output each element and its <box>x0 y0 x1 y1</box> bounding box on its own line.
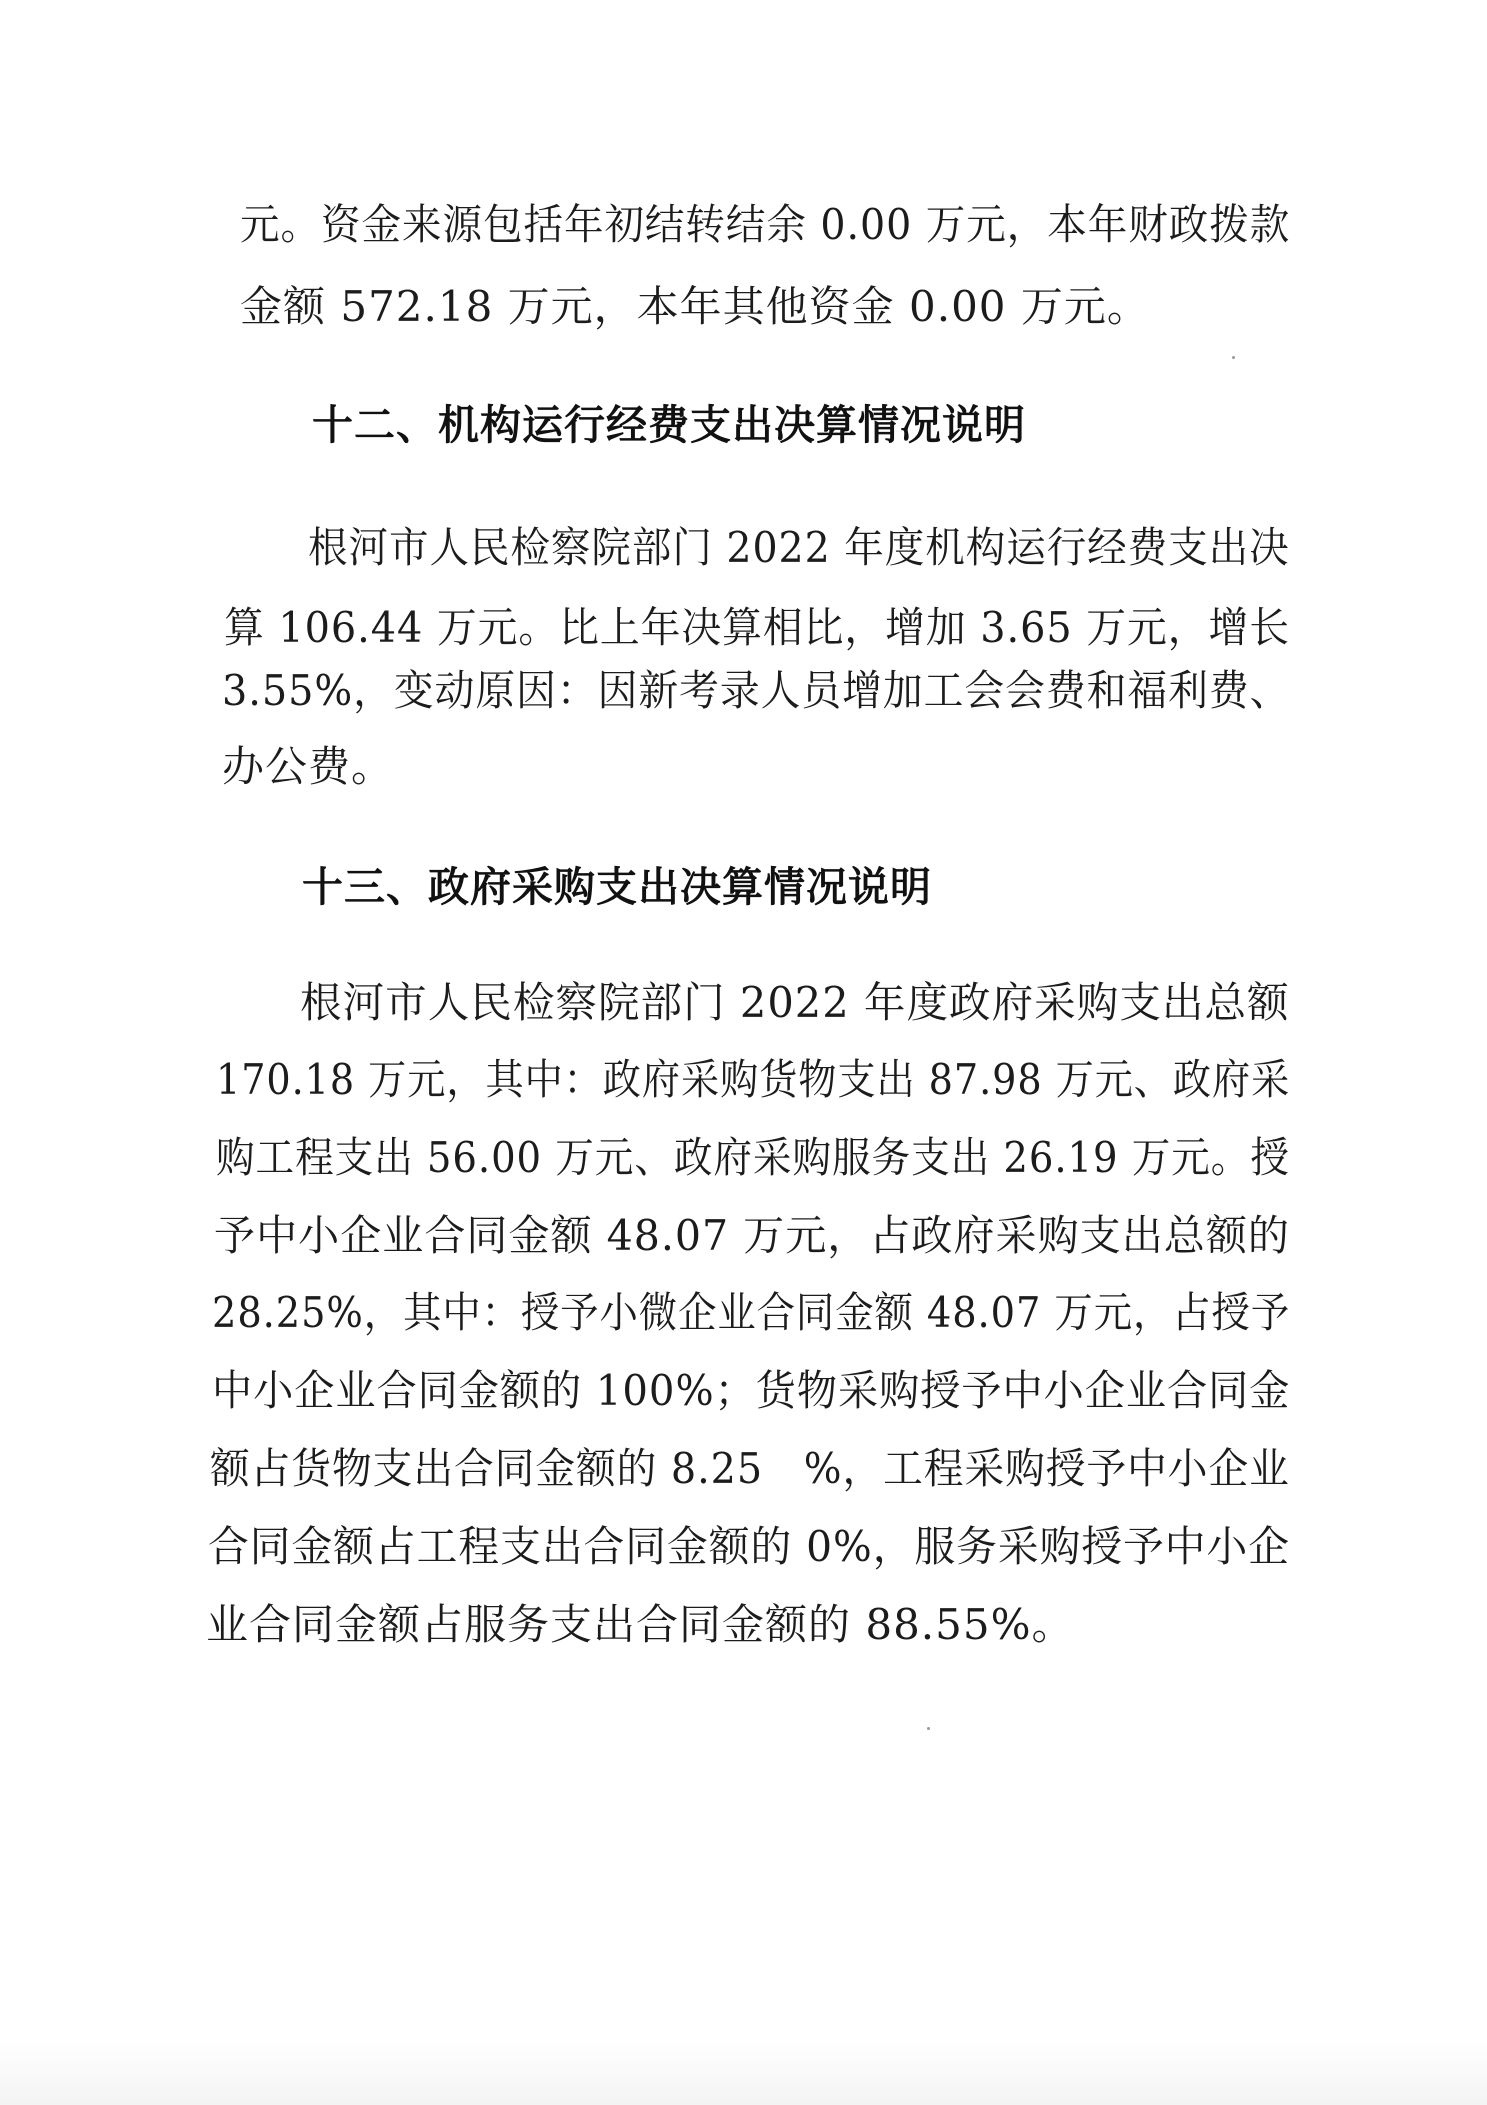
section-13-line-3: 购工程支出 56.00 万元、政府采购服务支出 26.19 万元。授 <box>216 1133 1290 1182</box>
section-13-line-6: 中小企业合同金额的 100%；货物采购授予中小企业合同金 <box>212 1366 1291 1415</box>
scan-edge-shading <box>0 2040 1487 2105</box>
section-13-line-1: 根河市人民检察院部门 2022 年度政府采购支出总额 <box>300 978 1290 1027</box>
section-12-line-1: 根河市人民检察院部门 2022 年度机构运行经费支出决 <box>308 523 1290 572</box>
section-13-line-5: 28.25%，其中：授予小微企业合同金额 48.07 万元，占授予 <box>212 1288 1291 1337</box>
section-13-line-7: 额占货物支出合同金额的 8.25 %，工程采购授予中小企业 <box>210 1444 1290 1493</box>
section-13-line-8: 合同金额占工程支出合同金额的 0%，服务采购授予中小企 <box>208 1522 1290 1571</box>
section-13-heading: 十三、政府采购支出决算情况说明 <box>302 863 932 911</box>
section-12-line-4: 办公费。 <box>222 742 395 791</box>
section-13-line-4: 予中小企业合同金额 48.07 万元，占政府采购支出总额的 <box>214 1211 1290 1260</box>
section-12-line-3: 3.55%，变动原因：因新考录人员增加工会会费和福利费、 <box>222 666 1291 715</box>
section-12-line-2: 算 106.44 万元。比上年决算相比，增加 3.65 万元，增长 <box>224 603 1290 652</box>
section-12-heading: 十二、机构运行经费支出决算情况说明 <box>312 401 1026 449</box>
section-13-line-2: 170.18 万元，其中：政府采购货物支出 87.98 万元、政府采 <box>216 1055 1291 1104</box>
intro-line-2: 金额 572.18 万元，本年其他资金 0.00 万元。 <box>240 282 1150 331</box>
section-13-line-9: 业合同金额占服务支出合同金额的 88.55%。 <box>206 1600 1075 1649</box>
scan-speck <box>1232 356 1235 359</box>
scan-speck <box>927 1727 930 1730</box>
intro-line-1: 元。资金来源包括年初结转结余 0.00 万元，本年财政拨款 <box>240 200 1291 249</box>
